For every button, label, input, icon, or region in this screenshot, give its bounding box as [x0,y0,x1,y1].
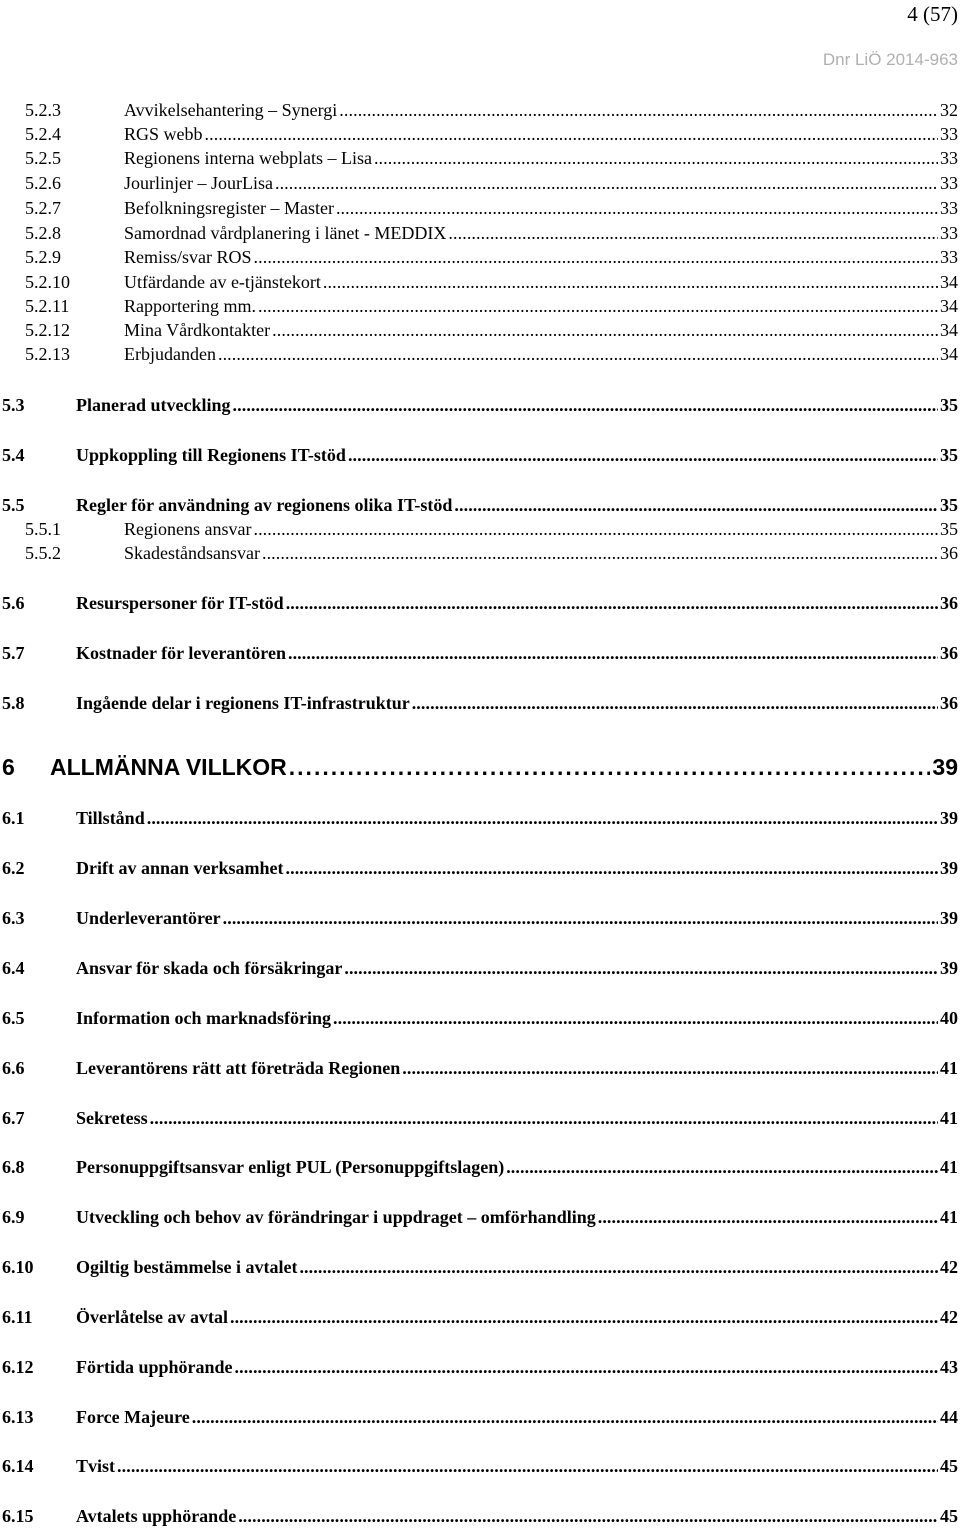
toc-entry-page: 34 [940,320,958,340]
toc-entry-page: 44 [940,1407,958,1427]
toc-entry-page: 39 [932,754,958,780]
toc-entry[interactable] [2,754,958,781]
toc-entry[interactable] [2,858,958,879]
toc-entry-title: Ansvar för skada och försäkringar [76,958,343,978]
toc-entry-page: 42 [940,1257,958,1277]
toc-entry-title: Erbjudanden [124,344,216,364]
dot-leader [218,344,938,365]
toc-entry[interactable] [2,495,958,516]
toc-entry-title: Ogiltig bestämmelse i avtalet [76,1257,298,1277]
toc-entry-number: 6.3 [2,908,25,928]
toc-entry-title: Tvist [76,1456,116,1476]
dot-leader [506,1157,938,1178]
toc-entry-number: 5.4 [2,445,25,465]
toc-entry[interactable] [2,1257,958,1278]
toc-entry-page: 45 [940,1506,958,1526]
toc-entry-page: 39 [940,808,958,828]
toc-entry[interactable] [2,908,958,929]
toc-entry-title: Personuppgiftsansvar enligt PUL (Personuppgiftslagen) [76,1157,505,1177]
toc-entry[interactable] [2,124,958,145]
toc-entry[interactable] [2,1058,958,1079]
toc-entry-page: 41 [940,1058,958,1078]
toc-entry-page: 34 [940,296,958,316]
toc-entry[interactable] [2,320,958,341]
dot-leader [598,1207,938,1228]
toc-entry-title: Regionens interna webplats – Lisa [124,148,372,168]
toc-entry-number: 6.15 [2,1506,34,1526]
toc-entry[interactable] [2,247,958,268]
toc-entry[interactable] [2,1506,958,1527]
toc-entry-number: 6.7 [2,1108,25,1128]
toc-entry-page: 33 [940,173,958,193]
toc-entry[interactable] [2,1008,958,1029]
toc-entry[interactable] [2,693,958,714]
toc-entry-page: 33 [940,247,958,267]
dot-leader [323,272,938,293]
toc-entry[interactable] [2,198,958,219]
toc-entry-title: Sekretess [76,1108,148,1128]
toc-entry-number: 5.2.8 [25,223,61,243]
toc-entry-title: Skadeståndsansvar [124,543,260,563]
toc-entry[interactable] [2,395,958,416]
document-reference: Dnr LiÖ 2014-963 [822,50,958,69]
toc-entry-title: Avtalets upphörande [76,1506,237,1526]
toc-entry-page: 40 [940,1008,958,1028]
toc-entry-page: 33 [940,198,958,218]
toc-entry-title: Överlåtelse av avtal [76,1307,228,1327]
toc-entry-title: Rapportering mm. [124,296,256,316]
toc-entry-title: Regionens ansvar [124,519,252,539]
toc-entry-title: Underleverantörer [76,908,221,928]
toc-entry[interactable] [2,519,958,540]
toc-entry-title: Utfärdande av e-tjänstekort [124,272,321,292]
toc-entry-title: RGS webb [124,124,203,144]
toc-entry-title: Förtida upphörande [76,1357,233,1377]
toc-entry-number: 5.2.12 [25,320,70,340]
toc-entry-number: 5.2.3 [25,100,61,120]
toc-entry-number: 6.14 [2,1456,34,1476]
dot-leader [254,247,938,268]
toc-entry[interactable] [2,1456,958,1477]
dot-leader [117,1456,938,1477]
toc-entry-page: 33 [940,124,958,144]
toc-entry-number: 6.9 [2,1207,25,1227]
toc-entry-page: 42 [940,1307,958,1327]
toc-entry-number: 6.10 [2,1257,34,1277]
toc-entry-number: 6.2 [2,858,25,878]
toc-entry-page: 36 [940,593,958,613]
dot-leader [275,173,938,194]
toc-entry-title: Kostnader för leverantören [76,643,286,663]
toc-entry-page: 41 [940,1207,958,1227]
page-number: 4 (57) [907,2,958,26]
toc-entry-title: Befolkningsregister – Master [124,198,334,218]
toc-entry[interactable] [2,344,958,365]
toc-entry-number: 5.2.10 [25,272,70,292]
toc-entry-page: 39 [940,958,958,978]
dot-leader [147,808,938,829]
toc-entry-title: Uppkoppling till Regionens IT-stöd [76,445,346,465]
toc-entry[interactable] [2,1157,958,1178]
toc-entry[interactable] [2,296,958,317]
dot-leader [238,1506,938,1527]
dot-leader [289,754,931,781]
dot-leader [258,296,938,317]
toc-entry-title: Regler för användning av regionens olika IT-stöd [76,495,453,515]
toc-entry[interactable] [2,643,958,664]
toc-entry-number: 5.2.7 [25,198,61,218]
toc-entry-number: 5.5 [2,495,25,515]
toc-entry-page: 39 [940,908,958,928]
toc-entry-page: 33 [940,148,958,168]
dot-leader [235,1357,938,1378]
toc-entry-title: Jourlinjer – JourLisa [124,173,273,193]
toc-entry-number: 6.11 [2,1307,33,1327]
dot-leader [223,908,938,929]
dot-leader [448,223,938,244]
dot-leader [150,1108,938,1129]
dot-leader [233,395,938,416]
toc-entry[interactable] [2,1108,958,1129]
dot-leader [454,495,938,516]
toc-entry-title: Force Majeure [76,1407,190,1427]
toc-entry-page: 32 [940,100,958,120]
toc-entry-title: Remiss/svar ROS [124,247,252,267]
toc-entry[interactable] [2,543,958,564]
toc-entry-page: 35 [940,445,958,465]
toc-entry[interactable] [2,1307,958,1328]
toc-entry[interactable] [2,1357,958,1378]
toc-entry[interactable] [2,1207,958,1228]
toc-entry-title: Utveckling och behov av förändringar i uppdraget – omförhandling [76,1207,596,1227]
toc-entry[interactable] [2,593,958,614]
toc-entry-number: 5.2.9 [25,247,61,267]
toc-entry-title: Ingående delar i regionens IT-infrastruktur [76,693,410,713]
toc-entry-page: 36 [940,693,958,713]
toc-entry-title: Samordnad vårdplanering i länet - MEDDIX [124,223,447,243]
toc-entry-title: Avvikelsehantering – Synergi [124,100,338,120]
toc-entry[interactable] [2,148,958,169]
dot-leader [348,445,938,466]
toc-entry[interactable] [2,808,958,829]
toc-entry-number: 6.13 [2,1407,34,1427]
toc-entry-number: 5.7 [2,643,25,663]
toc-entry-title: Resurspersoner för IT-stöd [76,593,284,613]
toc-entry-title: Planerad utveckling [76,395,231,415]
dot-leader [192,1407,938,1428]
toc-entry-number: 6.1 [2,808,25,828]
toc-entry-title: Drift av annan verksamhet [76,858,284,878]
dot-leader [344,958,938,979]
toc-entry-page: 35 [940,395,958,415]
toc-entry[interactable] [2,445,958,466]
dot-leader [262,543,938,564]
toc-entry-number: 6.5 [2,1008,25,1028]
toc-entry-page: 39 [940,858,958,878]
toc-entry-number: 5.2.13 [25,344,70,364]
toc-entry[interactable] [2,173,958,194]
toc-entry-number: 5.3 [2,395,25,415]
toc-entry-number: 5.8 [2,693,25,713]
dot-leader [333,1008,938,1029]
toc-entry[interactable] [2,272,958,293]
toc-entry-page: 36 [940,543,958,563]
toc-entry[interactable] [2,100,958,121]
dot-leader [230,1307,938,1328]
toc-entry-page: 35 [940,519,958,539]
toc-entry-number: 6.12 [2,1357,34,1377]
dot-leader [336,198,938,219]
dot-leader [339,100,938,121]
toc-entry-page: 34 [940,344,958,364]
toc-entry-number: 6 [2,754,15,780]
toc-entry-page: 41 [940,1108,958,1128]
toc-entry-page: 33 [940,223,958,243]
dot-leader [299,1257,938,1278]
toc-entry-number: 5.6 [2,593,25,613]
dot-leader [402,1058,938,1079]
toc-entry-title: Tillstånd [76,808,145,828]
dot-leader [253,519,938,540]
toc-entry-number: 5.2.4 [25,124,61,144]
dot-leader [286,593,938,614]
toc-entry-number: 6.6 [2,1058,25,1078]
toc-entry[interactable] [2,958,958,979]
dot-leader [288,643,938,664]
dot-leader [374,148,938,169]
toc-entry-number: 6.8 [2,1157,25,1177]
toc-entry[interactable] [2,1407,958,1428]
toc-entry-page: 43 [940,1357,958,1377]
toc-entry-page: 36 [940,643,958,663]
toc-entry-page: 35 [940,495,958,515]
toc-entry-title: Leverantörens rätt att företräda Regionen [76,1058,401,1078]
toc-entry-page: 41 [940,1157,958,1177]
dot-leader [412,693,938,714]
toc-entry-number: 5.2.11 [25,296,70,316]
toc-entry-number: 5.5.2 [25,543,61,563]
toc-entry-number: 6.4 [2,958,25,978]
toc-entry-page: 34 [940,272,958,292]
toc-entry-number: 5.2.6 [25,173,61,193]
dot-leader [272,320,938,341]
toc-entry-number: 5.5.1 [25,519,61,539]
dot-leader [286,858,939,879]
toc-entry-title: ALLMÄNNA VILLKOR [50,754,287,780]
toc-entry-page: 45 [940,1456,958,1476]
toc-entry-title: Information och marknadsföring [76,1008,332,1028]
toc-entry[interactable] [2,223,958,244]
toc-entry-title: Mina Vårdkontakter [124,320,271,340]
toc-entry-number: 5.2.5 [25,148,61,168]
dot-leader [205,124,938,145]
